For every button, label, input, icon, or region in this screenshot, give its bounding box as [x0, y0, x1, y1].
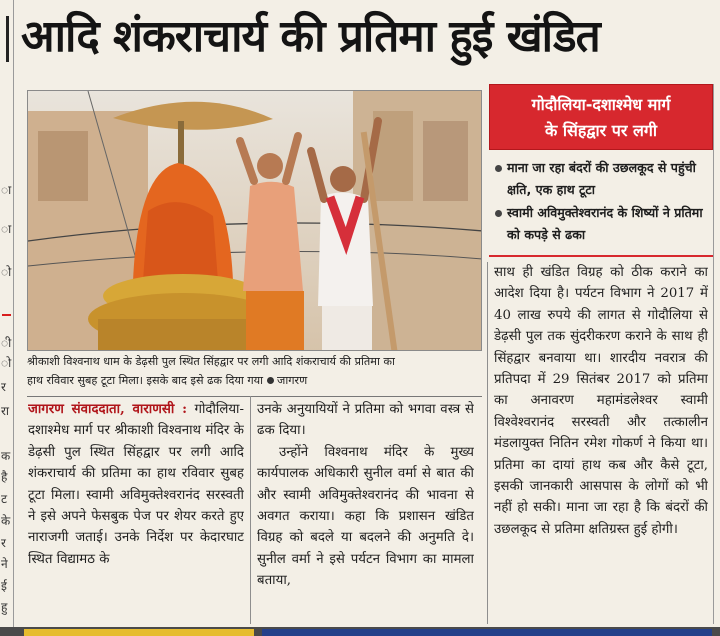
text-fragment: ी: [1, 336, 12, 350]
highlight-item: [495, 157, 709, 200]
text-fragment: क: [1, 449, 11, 463]
highlights-box: [489, 84, 713, 254]
article-column-3: [494, 262, 708, 624]
article-text-col-3: साथ ही खंडित विग्रह को ठीक कराने का आदेश दिया है। पर्यटन विभाग ने 2017 में 40 लाख रुपये की लागत से गोदौलिया से डेढ़सी पुल तक सुंदरीकरण कराने के साथ ही सिंहद्वार बनवाया था। शारदीय नवरात्र की प्रतिपदा में 29 सितंबर 2017 को प्रतिमा का अनावरण महामंडलेश्वर स्वामी विश्वेश्वरानंद सरस्वती और तत्कालीन मंडलायुक्त नितिन रमेश गोकर्ण ने किया था। प्रतिमा का दायां हाथ कब और कैसे टूटा, इसकी जानकारी आसपास के लोगों को भी नहीं हो सकी। माना जा रहा है कि बंदरों की उछलकूद से प्रतिमा क्षतिग्रस्त हुई होगी।: [494, 265, 708, 537]
highlight-text: स्वामी अविमुक्तेश्वरानंद के शिष्यों ने प्रतिमा को कपड़े से ढका: [507, 205, 703, 242]
text-fragment: हु: [1, 600, 8, 614]
caption-line-2: [27, 371, 482, 390]
highlights-list: [495, 157, 709, 247]
highlights-bottom-rule: [489, 255, 713, 257]
headline: [6, 4, 720, 76]
credit-dot-icon: [267, 377, 274, 384]
bullet-icon: [495, 165, 502, 172]
text-fragment: र: [1, 536, 6, 550]
column-divider: [250, 396, 251, 624]
highlights-title-line-1: गोदौलिया-दशाश्मेध मार्ग: [531, 95, 671, 114]
caption-line-1: श्रीकाशी विश्वनाथ धाम के डेढ़सी पुल स्थित सिंहद्वार पर लगी आदि शंकराचार्य की प्रतिमा का: [27, 355, 395, 368]
highlights-title-line-2: के सिंहद्वार पर लगी: [545, 121, 657, 140]
statue-photo-illustration: [28, 91, 482, 351]
text-fragment: ट: [1, 492, 8, 506]
red-rule: [2, 314, 11, 316]
text-fragment: है: [1, 470, 8, 484]
text-fragment: ो: [1, 356, 12, 370]
article-column-1: [28, 399, 244, 621]
highlight-text: माना जा रहा बंदरों की उछलकूद से पहुंची क्षति, एक हाथ टूटा: [507, 160, 696, 197]
highlights-header: [489, 84, 713, 150]
text-fragment: ा: [1, 222, 12, 236]
photo-caption: [27, 352, 482, 394]
news-photo: [27, 90, 482, 351]
bottom-blue-band: [262, 629, 712, 636]
dateline: जागरण संवाददाता, वाराणसी :: [28, 402, 188, 417]
bullet-icon: [495, 210, 502, 217]
article-text-col-1: गोदौलिया-दशाश्मेध मार्ग पर श्रीकाशी विश्वनाथ मंदिर के डेढ़सी पुल स्थित सिंहद्वार पर लगी आदि शंकराचार्य की प्रतिमा का हाथ रविवार सुबह टूटा मिला। स्वामी अविमुक्तेश्वरानंद सरस्वती ने इसे अपने फेसबुक पेज पर शेयर करते हुए नाराजगी जताई। उनके निर्देश पर केदारघाट स्थित विद्यामठ के: [28, 402, 244, 567]
column-divider: [487, 262, 488, 624]
text-fragment: र: [1, 380, 6, 394]
text-fragment: ने: [1, 557, 8, 571]
text-fragment: ा: [1, 183, 12, 197]
text-fragment: रा: [1, 404, 10, 418]
right-border: [713, 84, 714, 624]
caption-divider: [27, 396, 482, 397]
bottom-yellow-band: [24, 629, 254, 636]
text-fragment: के: [1, 514, 11, 528]
article-column-2: [257, 399, 474, 621]
highlight-item: [495, 202, 709, 245]
text-fragment: ई: [1, 579, 7, 593]
photo-credit: जागरण: [277, 374, 308, 387]
headline-edge-bar: [6, 16, 9, 62]
adjacent-column-fragment: [0, 0, 14, 636]
headline-text: आदि शंकराचार्य की प्रतिमा हुई खंडित: [21, 11, 600, 62]
caption-line-2-text: हाथ रविवार सुबह टूटा मिला। इसके बाद इसे ढक दिया गया: [27, 374, 264, 387]
article-paragraph: उन्होंने विश्वनाथ मंदिर के मुख्य कार्यपालक अधिकारी सुनील वर्मा से बात की और स्वामी अविमुक्तेश्वरानंद की भावना से अवगत कराया। कहा कि प्रशासन खंडित विग्रह को बदले या बदलने की अनुमति दे। सुनील वर्मा ने इसे पर्यटन विभाग का मामला बताया,: [257, 444, 474, 589]
article-paragraph: उनके अनुयायियों ने प्रतिमा को भगवा वस्त्र से ढक दिया।: [257, 402, 474, 439]
text-fragment: ो: [1, 265, 12, 279]
bottom-strip: [0, 627, 720, 636]
